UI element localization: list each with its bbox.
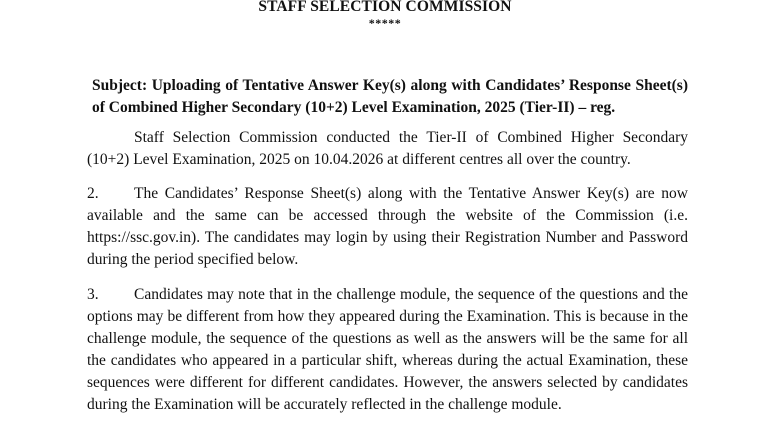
paragraph-3-text: Candidates may note that in the challenge module, the sequence of the questions and the options may be different from how they appeared during the Examination. This is because in the challenge module, the sequence of the questions as well as the answers will be the same for all the candidates who appeared in a particular shift, whereas during the actual Examination, these sequences were different for different candidates. However, the answers selected by candidates during the Examination will be accurately reflected in the challenge module. xyxy=(87,286,688,413)
paragraph-3-number: 3. xyxy=(87,286,99,303)
document-header xyxy=(0,0,770,29)
paragraph-3 xyxy=(87,284,688,416)
organization-name: STAFF SELECTION COMMISSION xyxy=(258,0,512,15)
subject-line: Subject: Uploading of Tentative Answer Key(s) along with Candidates’ Response Sheet(s) of Combined Higher Secondary (10+2) Level Examination, 2025 (Tier-II) – reg. xyxy=(92,77,688,116)
paragraph-1-text: Staff Selection Commission conducted the Tier-II of Combined Higher Secondary (10+2) Level Examination, 2025 on 10.04.2026 at different centres all over the country. xyxy=(87,129,688,168)
paragraph-2 xyxy=(87,183,688,271)
paragraph-2-text: The Candidates’ Response Sheet(s) along with the Tentative Answer Key(s) are now available and the same can be accessed through the website of the Commission (i.e. https://ssc.gov.in). The candidates may login by using their Registration Number and Password during the period specified below. xyxy=(87,185,688,268)
paragraph-1 xyxy=(87,127,688,171)
header-separator: ***** xyxy=(368,16,402,30)
paragraph-2-number: 2. xyxy=(87,185,99,202)
